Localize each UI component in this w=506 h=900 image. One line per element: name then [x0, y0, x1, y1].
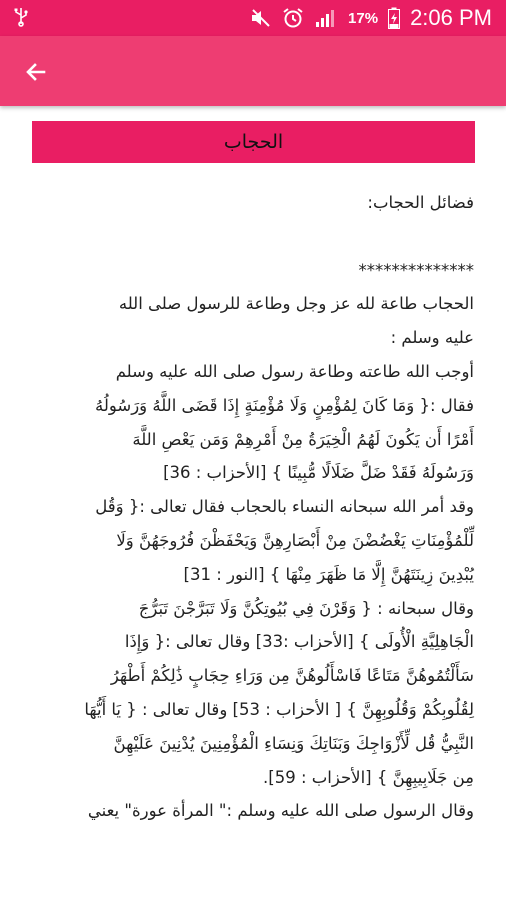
- article-line: [16, 220, 474, 254]
- article-line: النَّبِيُّ قُل لِّأَزْوَاجِكَ وَبَنَاتِكَ وَنِسَاءِ الْمُؤْمِنِينَ يُدْنِينَ عَلَيْهِنَّ: [113, 733, 474, 753]
- battery-charging-icon: [388, 7, 400, 29]
- article-line: يُبْدِينَ زِينَتَهُنَّ إِلَّا مَا ظَهَرَ مِنْهَا } [النور : 31]: [183, 564, 474, 584]
- status-time: 2:06 PM: [410, 5, 492, 30]
- mute-icon: [250, 8, 272, 28]
- battery-percent: 17%: [348, 9, 379, 27]
- article-line: لِقُلُوبِكُمْ وَقُلُوبِهِنَّ } [ الأحزاب : 53] وقال تعالى : { يَا أَيُّهَا: [84, 699, 474, 719]
- back-button[interactable]: [14, 50, 58, 94]
- article-line: وقال الرسول صلى الله عليه وسلم :" المرأة عورة" يعني: [87, 801, 474, 821]
- article-line: وقد أمر الله سبحانه النساء بالحجاب فقال تعالى :{ وَقُل: [95, 497, 474, 517]
- article-line: **************: [358, 260, 474, 280]
- article-line: الحجاب طاعة لله عز وجل وطاعة للرسول صلى الله: [118, 294, 474, 314]
- article-line: أوجب الله طاعته وطاعة رسول صلى الله عليه وسلم: [115, 361, 474, 381]
- article-line: الْجَاهِلِيَّةِ الْأُولَى } [الأحزاب :33] وقال تعالى :{ وَإِذَا: [124, 632, 474, 652]
- article-line: وقال سبحانه : { وَقَرْنَ فِي بُيُوتِكُنَّ وَلَا تَبَرَّجْنَ تَبَرُّجَ: [138, 598, 474, 618]
- alarm-icon: [282, 7, 304, 29]
- app-bar: [0, 36, 506, 106]
- article-line: مِن جَلَابِيبِهِنَّ } [الأحزاب : 59].: [263, 767, 474, 787]
- arrow-left-icon: [24, 60, 48, 84]
- usb-icon: [14, 7, 28, 27]
- article-title: الحجاب: [32, 121, 475, 163]
- article-line: فقال :{ وَمَا كَانَ لِمُؤْمِنٍ وَلَا مُؤْمِنَةٍ إِذَا قَضَى اللَّهُ وَرَسُولُهُ: [94, 395, 474, 415]
- article-line: فضائل الحجاب:: [367, 193, 474, 212]
- signal-icon: [314, 8, 338, 28]
- status-bar: [0, 0, 506, 36]
- article-line: وَرَسُولَهُ فَقَدْ ضَلَّ ضَلَالًا مُّبِينًا } [الأحزاب : 36]: [163, 463, 474, 483]
- article-line: أَمْرًا أَن يَكُونَ لَهُمُ الْخِيَرَةُ مِنْ أَمْرِهِمْ وَمَن يَعْصِ اللَّهَ: [132, 429, 474, 449]
- article-line: سَأَلْتُمُوهُنَّ مَتَاعًا فَاسْأَلُوهُنَّ مِن وَرَاءِ حِجَابٍ ذَٰلِكُمْ أَطْهَرُ: [110, 666, 474, 686]
- article-line: لِّلْمُؤْمِنَاتِ يَغْضُضْنَ مِنْ أَبْصَارِهِنَّ وَيَحْفَظْنَ فُرُوجَهُنَّ وَلَا: [116, 530, 474, 550]
- article-line: عليه وسلم :: [390, 328, 474, 348]
- article-body: [16, 186, 474, 828]
